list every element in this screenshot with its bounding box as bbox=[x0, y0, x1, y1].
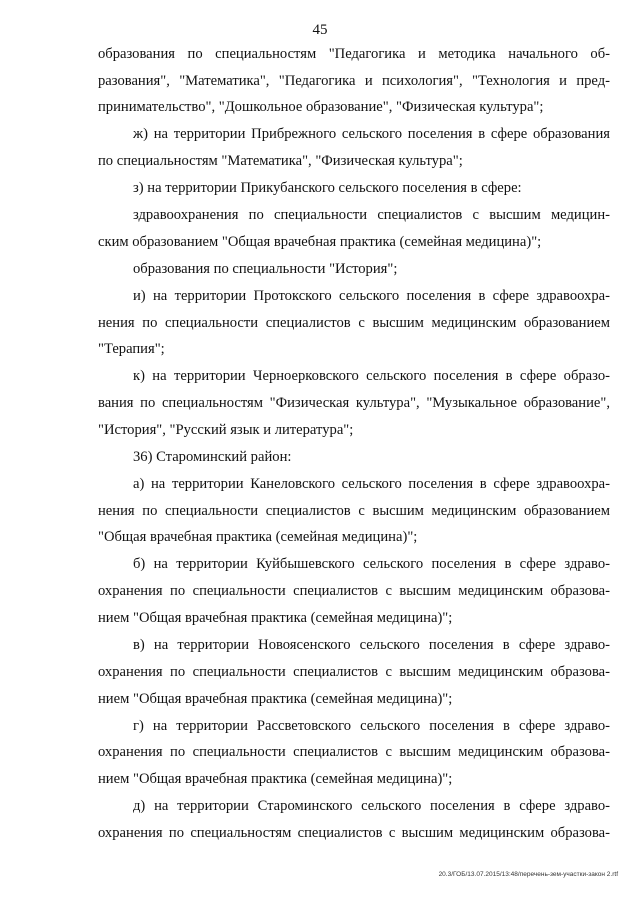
text-line: здравоохранения по специальности специалистов с высшим медицин- bbox=[133, 207, 610, 223]
document-footer: 20.3/ГОБ/13.07.2015/13:48/перечень-зем-участки-закон 2.rtf bbox=[438, 871, 618, 878]
text-line: "История", "Русский язык и литература"; bbox=[98, 422, 354, 438]
text-line: б) на территории Куйбышевского сельского поселения в сфере здраво- bbox=[133, 556, 610, 572]
text-line: нием "Общая врачебная практика (семейная медицина)"; bbox=[98, 691, 453, 707]
text-line: разования", "Математика", "Педагогика и психология", "Технология и пред- bbox=[98, 73, 610, 89]
text-line: "Общая врачебная практика (семейная медицина)"; bbox=[98, 529, 418, 545]
text-line: охранения по специальности специалистов с высшим медицинским образова- bbox=[98, 744, 610, 760]
text-line: и) на территории Протокского сельского поселения в сфере здравоохра- bbox=[133, 288, 610, 304]
text-line: г) на территории Рассветовского сельского поселения в сфере здраво- bbox=[133, 718, 610, 734]
text-line: ским образованием "Общая врачебная практика (семейная медицина)"; bbox=[98, 234, 542, 250]
text-line: охранения по специальностям специалистов с высшим медицинским образова- bbox=[98, 825, 610, 841]
text-line: ж) на территории Прибрежного сельского поселения в сфере образования bbox=[133, 126, 610, 142]
text-line: нием "Общая врачебная практика (семейная медицина)"; bbox=[98, 771, 453, 787]
text-line: охранения по специальности специалистов с высшим медицинским образова- bbox=[98, 583, 610, 599]
text-line: з) на территории Прикубанского сельского поселения в сфере: bbox=[133, 180, 522, 196]
text-line: 36) Староминский район: bbox=[133, 449, 292, 465]
text-line: принимательство", "Дошкольное образование", "Физическая культура"; bbox=[98, 99, 544, 115]
text-line: вания по специальностям "Физическая культура", "Музыкальное образование", bbox=[98, 395, 610, 411]
text-line: нием "Общая врачебная практика (семейная медицина)"; bbox=[98, 610, 453, 626]
text-line: д) на территории Староминского сельского поселения в сфере здраво- bbox=[133, 798, 610, 814]
text-line: образования по специальностям "Педагогика и методика начального об- bbox=[98, 46, 610, 62]
text-line: в) на территории Новоясенского сельского поселения в сфере здраво- bbox=[133, 637, 610, 653]
text-line: нения по специальности специалистов с высшим медицинским образованием bbox=[98, 503, 610, 519]
text-line: охранения по специальности специалистов с высшим медицинским образова- bbox=[98, 664, 610, 680]
page-number: 45 bbox=[312, 22, 328, 38]
text-line: нения по специальности специалистов с высшим медицинским образованием bbox=[98, 315, 610, 331]
text-line: по специальностям "Математика", "Физическая культура"; bbox=[98, 153, 463, 169]
text-line: образования по специальности "История"; bbox=[133, 261, 398, 277]
text-line: "Терапия"; bbox=[98, 341, 165, 357]
text-line: а) на территории Канеловского сельского поселения в сфере здравоохра- bbox=[133, 476, 610, 492]
text-line: к) на территории Черноерковского сельского поселения в сфере образо- bbox=[133, 368, 610, 384]
